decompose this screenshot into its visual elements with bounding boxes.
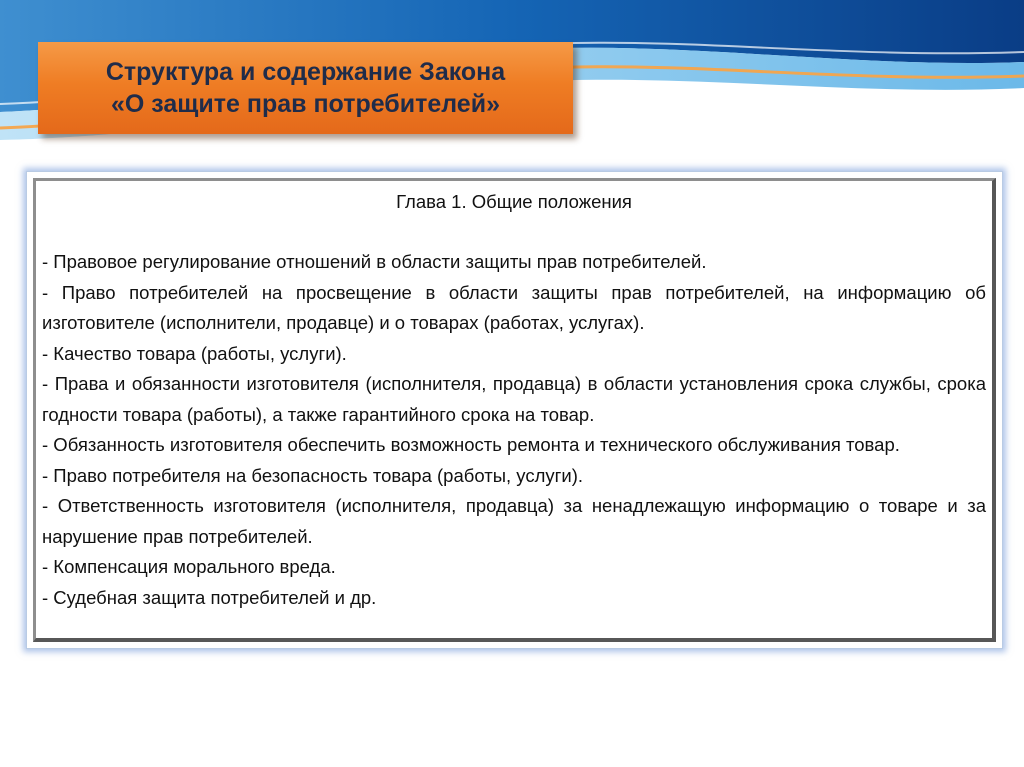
content-box: [26, 171, 1003, 649]
list-item: - Компенсация морального вреда.: [42, 556, 336, 577]
list-item: - Права и обязанности изготовителя (исполнителя, продавца) в области установления срока службы, срока годности товара (работы), а также гарантийного срока на товар.: [42, 373, 986, 425]
content-frame: [33, 178, 996, 642]
list-item: - Обязанность изготовителя обеспечить возможность ремонта и технического обслуживания товар.: [42, 434, 900, 455]
blank-line: [42, 217, 986, 247]
list-item: - Судебная защита потребителей и др.: [42, 586, 377, 608]
provision-list: [42, 247, 986, 613]
list-item: - Право потребителя на безопасность товара (работы, услуги).: [42, 464, 583, 486]
slide-title-line-1: Структура и содержание Закона: [105, 58, 506, 86]
list-item: - Ответственность изготовителя (исполнителя, продавца) за ненадлежащую информацию о товаре и за нарушение прав потребителей.: [42, 495, 986, 547]
list-item: - Качество товара (работы, услуги).: [42, 342, 347, 364]
slide-title-line-2: «О защите прав потребителей»: [111, 90, 500, 118]
slide-title-box: [38, 42, 573, 134]
chapter-heading: Глава 1. Общие положения: [396, 191, 632, 212]
list-item: - Право потребителей на просвещение в области защиты прав потребителей, на информацию об изготовителе (исполнители, продавце) и о товарах (работах, услугах).: [42, 281, 986, 333]
list-item: - Правовое регулирование отношений в области защиты прав потребителей.: [42, 251, 707, 272]
